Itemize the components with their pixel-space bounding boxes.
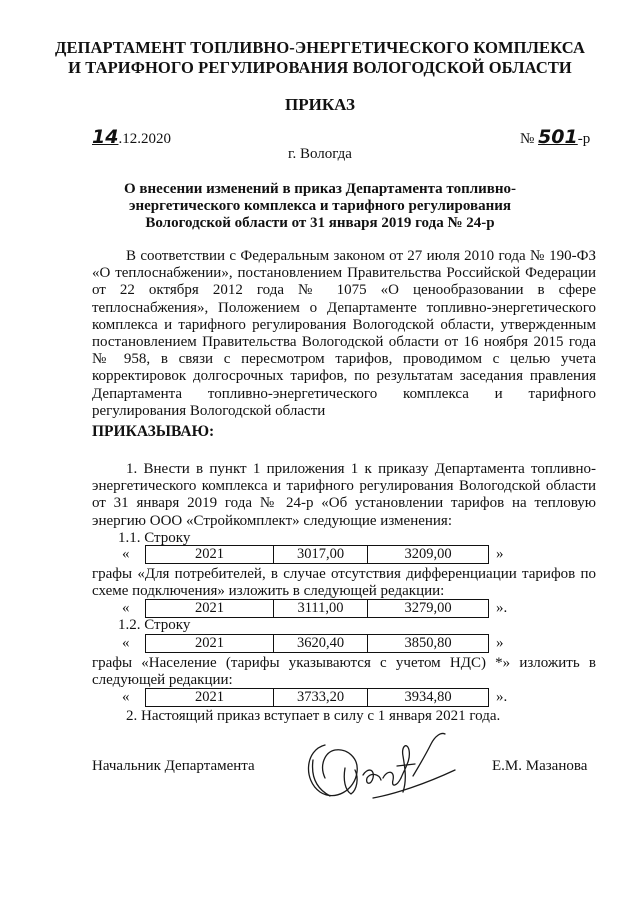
order-word: ПРИКАЗЫВАЮ: bbox=[92, 423, 215, 440]
city: г. Вологда bbox=[288, 146, 352, 162]
number-prefix: № bbox=[520, 131, 535, 147]
quote-open: « bbox=[122, 689, 130, 705]
quote-open: « bbox=[122, 600, 130, 616]
row-value-1: 3620,40 bbox=[274, 635, 368, 652]
item-1-text: 1. Внести в пункт 1 приложения 1 к приказу Департамента топливно-энергетического комплекса и тарифного регулирования Вологодской области от 31 января 2019 года № 24-р «Об установлении тарифов на тепловую энергию ООО «Стройкомплект» следующие изменения: bbox=[92, 461, 596, 529]
number-handwritten: 501 bbox=[538, 126, 578, 148]
table-row-new-1 bbox=[145, 599, 489, 618]
document-subject: О внесении изменений в приказ Департамента топливно-энергетического комплекса и тарифного регулирования Вологодской области от 31 января 2019 года № 24-р bbox=[123, 181, 517, 231]
quote-close: » bbox=[496, 635, 504, 651]
quote-close: ». bbox=[496, 689, 508, 705]
quote-open: « bbox=[122, 546, 130, 562]
preamble bbox=[92, 248, 596, 420]
sub-1-2-label: 1.2. Строку bbox=[118, 617, 191, 633]
signatory-name: Е.М. Мазанова bbox=[492, 758, 588, 774]
table-row-new-2 bbox=[145, 688, 489, 707]
row-year: 2021 bbox=[146, 635, 274, 652]
row-year: 2021 bbox=[146, 689, 274, 706]
department-name-line2: И ТАРИФНОГО РЕГУЛИРОВАНИЯ ВОЛОГОДСКОЙ ОБЛАСТИ bbox=[68, 58, 572, 77]
date-rest: .12.2020 bbox=[118, 131, 171, 147]
document-date bbox=[92, 126, 171, 148]
row-year: 2021 bbox=[146, 600, 274, 617]
department-name-line1: ДЕПАРТАМЕНТ ТОПЛИВНО-ЭНЕРГЕТИЧЕСКОГО КОМПЛЕКСА bbox=[55, 38, 585, 57]
row-value-2: 3934,80 bbox=[404, 689, 452, 705]
row-value-2: 3209,00 bbox=[404, 546, 452, 562]
row-value-1: 3733,20 bbox=[274, 689, 368, 706]
sub-1-1-label: 1.1. Строку bbox=[118, 530, 191, 546]
number-suffix: -р bbox=[577, 131, 591, 147]
row-year: 2021 bbox=[146, 546, 274, 563]
sub-1-2-text-content: графы «Население (тарифы указываются с учетом НДС) *» изложить в следующей редакции: bbox=[92, 655, 596, 689]
quote-open: « bbox=[122, 635, 130, 651]
row-value-1: 3017,00 bbox=[274, 546, 368, 563]
date-day-handwritten: 14 bbox=[92, 126, 119, 148]
item-2: 2. Настоящий приказ вступает в силу с 1 января 2021 года. bbox=[126, 708, 501, 724]
preamble-text: В соответствии с Федеральным законом от 27 июля 2010 года № 190-ФЗ «О теплоснабжении», постановлением Правительства Российской Федерации от 22 октября 2012 года № 1075 «О ценообразовании в сфере теплоснабжения», Положением о Департаменте топливно-энергетического комплекса и тарифного регулирования Вологодской области, утвержденным постановлением Правительства Вологодской области от 16 ноября 2015 года № 958, в связи с пересмотром тарифов, проводимом с целью учета корректировок долгосрочных тарифов, по результатам заседания правления Департамента топливно-энергетического комплекса и тарифного регулирования Вологодской области bbox=[92, 248, 596, 419]
item-1 bbox=[92, 461, 596, 530]
document-number bbox=[520, 126, 590, 148]
row-value-1: 3111,00 bbox=[274, 600, 368, 617]
quote-close: ». bbox=[496, 600, 508, 616]
row-value-2: 3850,80 bbox=[404, 635, 452, 651]
signatory-position: Начальник Департамента bbox=[92, 758, 255, 774]
row-value-2: 3279,00 bbox=[404, 600, 452, 616]
handwritten-signature bbox=[285, 720, 485, 810]
document-type: ПРИКАЗ bbox=[285, 95, 355, 114]
sub-1-1-text bbox=[92, 566, 596, 600]
sub-1-2-text bbox=[92, 655, 596, 689]
table-row-old-2 bbox=[145, 634, 489, 653]
table-row-old-1 bbox=[145, 545, 489, 564]
sub-1-1-text-content: графы «Для потребителей, в случае отсутствия дифференциации тарифов по схеме подключения» изложить в следующей редакции: bbox=[92, 566, 596, 600]
quote-close: » bbox=[496, 546, 504, 562]
